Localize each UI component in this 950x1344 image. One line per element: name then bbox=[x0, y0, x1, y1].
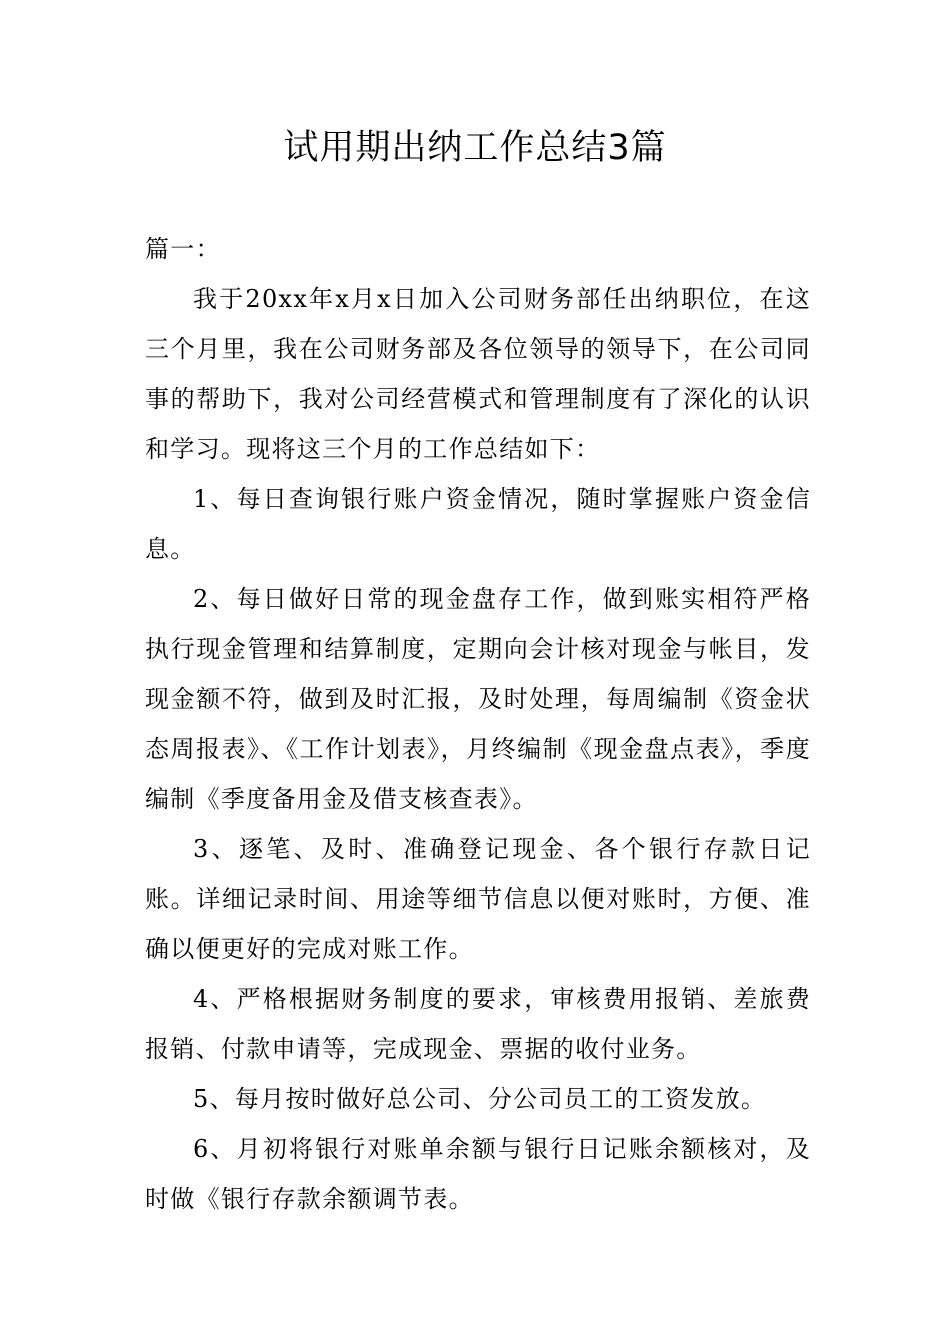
item-paragraph-6: 6、月初将银行对账单余额与银行日记账余额核对，及时做《银行存款余额调节表。 bbox=[145, 1135, 811, 1213]
document-body bbox=[145, 224, 811, 1224]
intro-paragraph: 我于20xx年x月x日加入公司财务部任出纳职位，在这三个月里，我在公司财务部及各位领导的领导下，在公司同事的帮助下，我对公司经营模式和管理制度有了深化的认识和学习。现将这三个月的工作总结如下： bbox=[145, 285, 811, 463]
item-paragraph-2: 2、每日做好日常的现金盘存工作，做到账实相符严格执行现金管理和结算制度，定期向会计核对现金与帐目，发现金额不符，做到及时汇报，及时处理，每周编制《资金状态周报表》、《工作计划表》，月终编制《现金盘点表》，季度编制《季度备用金及借支核查表》。 bbox=[145, 585, 811, 813]
section-label: 篇一： bbox=[145, 235, 221, 263]
item-paragraph-1: 1、每日查询银行账户资金情况，随时掌握账户资金信息。 bbox=[145, 485, 811, 563]
item-paragraph-3: 3、逐笔、及时、准确登记现金、各个银行存款日记账。详细记录时间、用途等细节信息以便对账时，方便、准确以便更好的完成对账工作。 bbox=[145, 835, 811, 963]
document-title: 试用期出纳工作总结3篇 bbox=[283, 128, 667, 168]
item-paragraph-5: 5、每月按时做好总公司、分公司员工的工资发放。 bbox=[193, 1085, 767, 1113]
item-paragraph-4: 4、严格根据财务制度的要求，审核费用报销、差旅费报销、付款申请等，完成现金、票据的收付业务。 bbox=[145, 985, 811, 1063]
